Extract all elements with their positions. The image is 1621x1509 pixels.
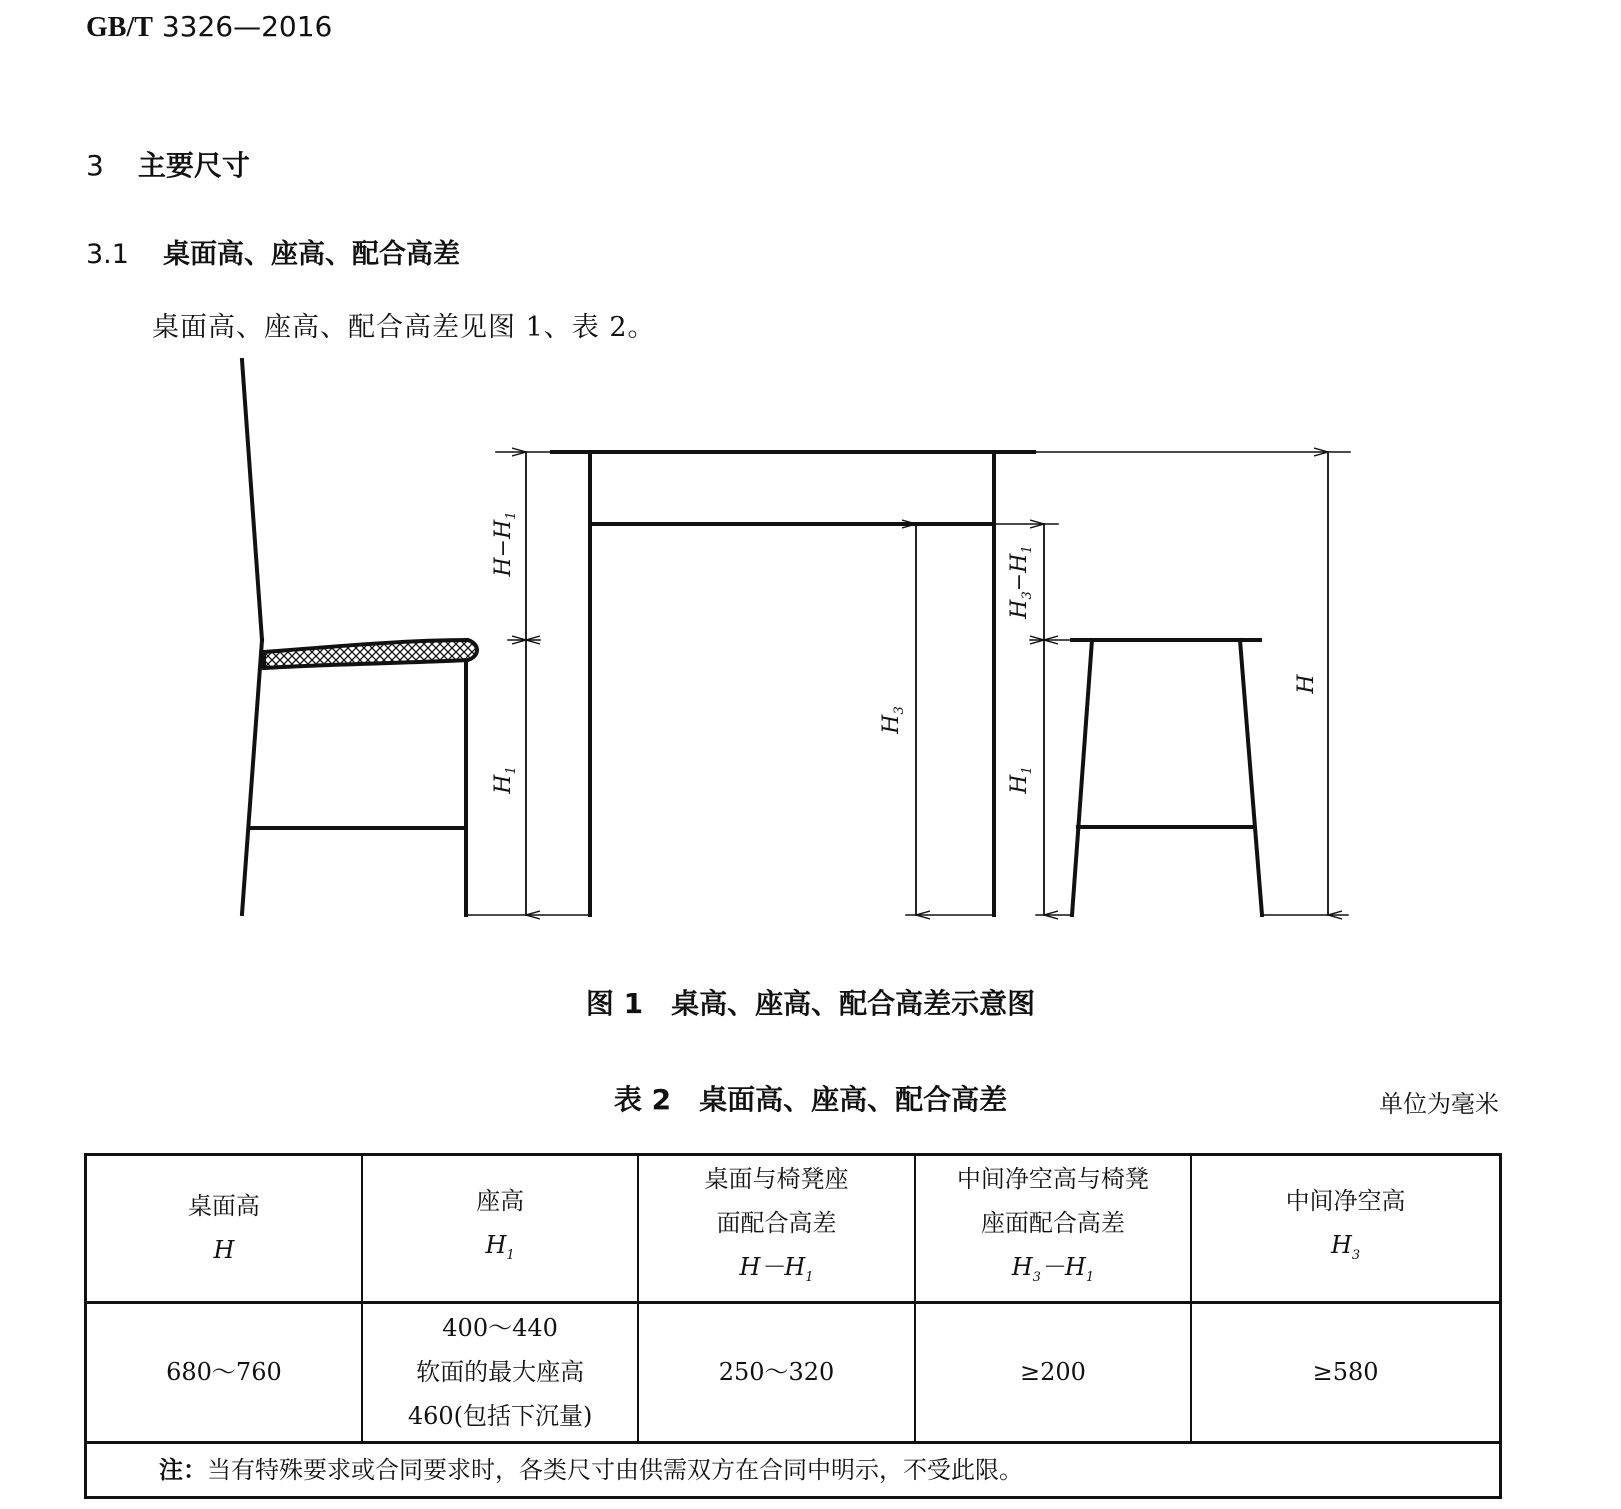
figure-caption <box>0 982 1621 1022</box>
header-cell-seat-height: 座高 $H_1$ <box>362 1155 638 1303</box>
dimensions-table <box>84 1153 1502 1499</box>
extension-lines <box>466 452 1350 915</box>
standard-code: GB/T <box>86 12 153 43</box>
header-cell-clearance-seat-difference: 中间净空高与椅凳 座面配合高差 $H_3-H_1$ <box>915 1155 1191 1303</box>
section-title: 主要尺寸 <box>137 149 250 182</box>
note-label: 注： <box>159 1455 207 1484</box>
table-row <box>86 1302 1501 1442</box>
cell-clearance-seat-difference-value: ≥200 <box>915 1302 1191 1442</box>
body-paragraph: 桌面高、座高、配合高差见图 1、表 2。 <box>152 312 656 343</box>
dimension-lines <box>526 452 1328 915</box>
section-heading <box>86 144 250 184</box>
cell-table-seat-difference-value: 250～320 <box>638 1302 914 1442</box>
header-cell-table-height: 桌面高 H <box>86 1155 362 1303</box>
subsection-heading <box>86 232 460 271</box>
label-h: H <box>1294 674 1319 694</box>
section-number: 3 <box>86 149 104 182</box>
figure-caption-number: 图 1 <box>585 987 644 1020</box>
label-h1-chair: $H_1$ <box>491 766 519 794</box>
table-note-row <box>86 1442 1501 1497</box>
subsection-title: 桌面高、座高、配合高差 <box>162 239 460 270</box>
table-unit: 单位为毫米 <box>1379 1090 1499 1118</box>
cell-table-height-value: 680～760 <box>86 1302 362 1442</box>
standard-number-header <box>86 10 332 44</box>
table-caption-number: 表 2 <box>613 1083 672 1116</box>
subsection-number: 3.1 <box>86 239 129 270</box>
label-h3: $H_3$ <box>879 706 907 734</box>
table-caption-title: 桌面高、座高、配合高差 <box>699 1083 1008 1116</box>
dimension-labels <box>491 511 1319 794</box>
stool-drawing <box>1072 640 1262 915</box>
dimension-diagram <box>0 340 1621 940</box>
standard-number: 3326—2016 <box>161 10 333 43</box>
header-cell-table-seat-difference: 桌面与椅凳座 面配合高差 $H-H_1$ <box>638 1155 914 1303</box>
header-cell-clearance-height: 中间净空高 $H_3$ <box>1191 1155 1500 1303</box>
table-caption <box>0 1078 1621 1118</box>
chair-drawing <box>242 360 477 915</box>
table-note <box>86 1442 1501 1497</box>
cell-clearance-height-value: ≥580 <box>1191 1302 1500 1442</box>
table-header-row <box>86 1155 1501 1303</box>
label-h1-stool: $H_1$ <box>1007 766 1035 794</box>
table-drawing <box>552 452 1034 915</box>
label-h-minus-h1: $H-H_1$ <box>491 511 519 577</box>
note-text: 当有特殊要求或合同要求时，各类尺寸由供需双方在合同中明示，不受此限。 <box>207 1455 1023 1484</box>
figure-caption-title: 桌高、座高、配合高差示意图 <box>671 987 1036 1020</box>
label-h3-minus-h1: $H_3-H_1$ <box>1007 545 1035 619</box>
cell-seat-height-value: 400～440 软面的最大座高 460(包括下沉量) <box>362 1302 638 1442</box>
